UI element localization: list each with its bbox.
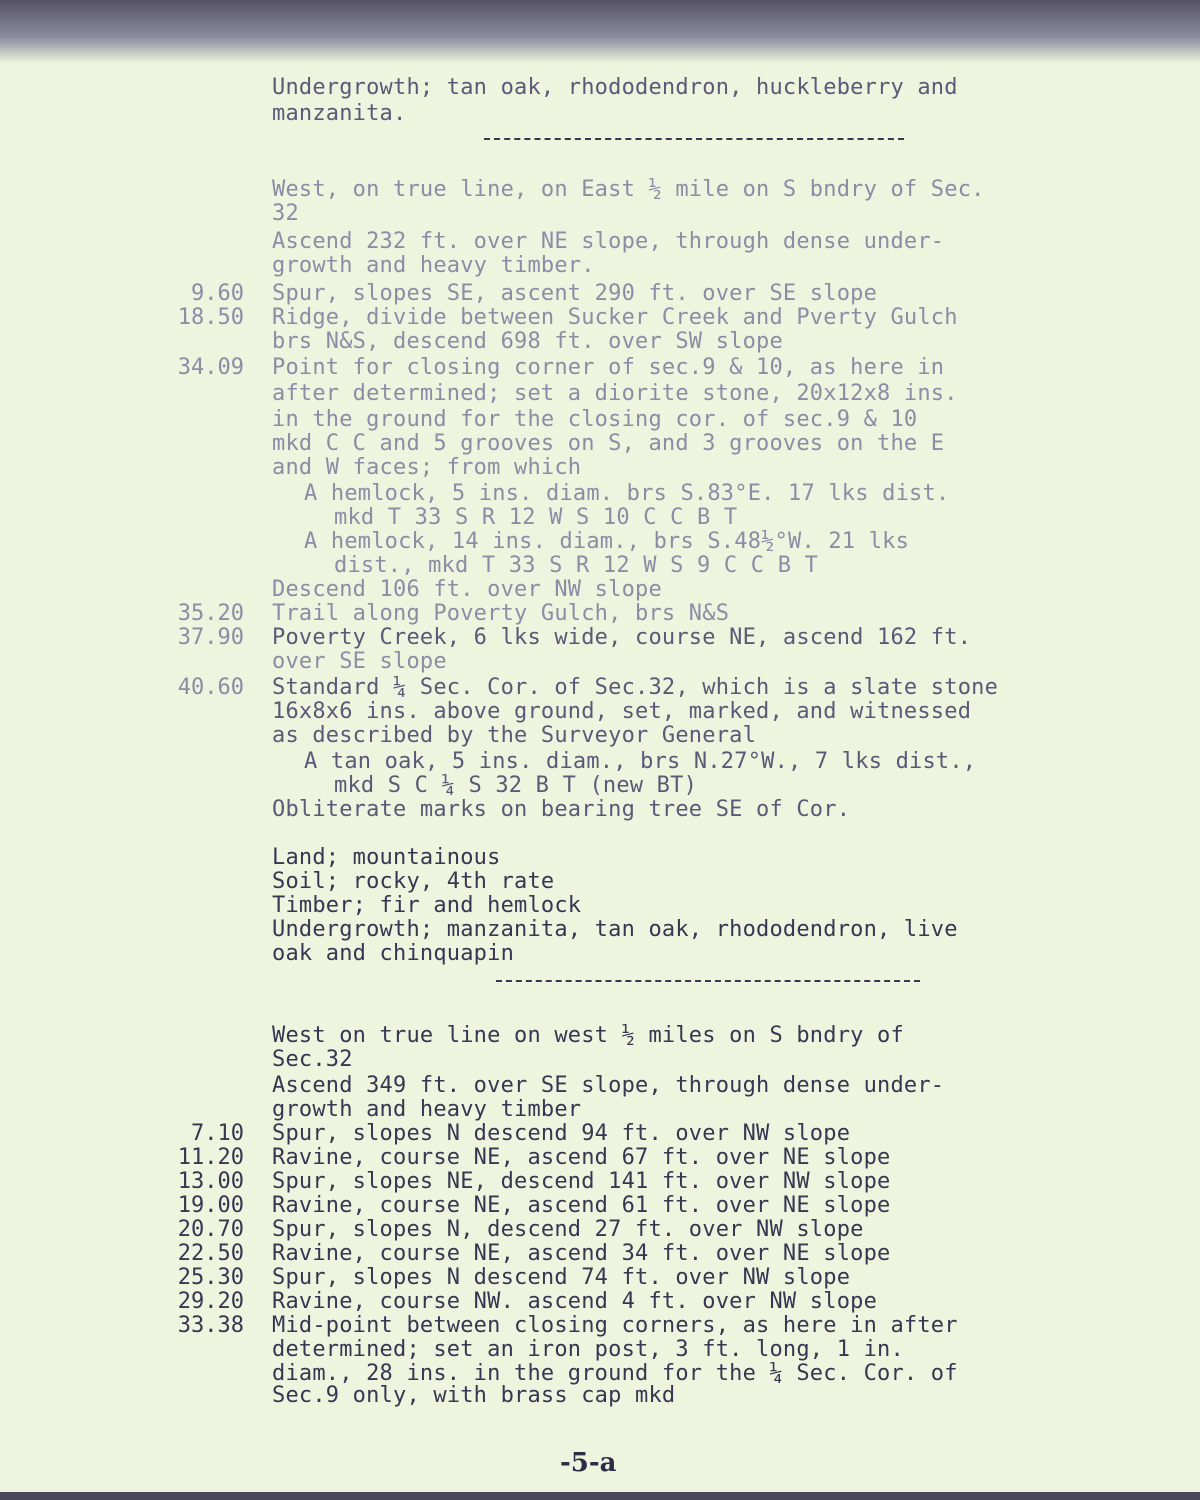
chain-number: 7.10: [191, 1121, 244, 1146]
text-line: 32: [272, 201, 299, 226]
text-line: mkd C C and 5 grooves on S, and 3 grooves on the E: [272, 431, 945, 456]
text-line: mkd S C ¼ S 32 B T (new BT): [334, 773, 698, 798]
text-line: determined; set an iron post, 3 ft. long, 1 in.: [272, 1337, 904, 1362]
chain-number: 35.20: [177, 601, 244, 626]
text-line: Sec.9 only, with brass cap mkd: [272, 1383, 676, 1408]
separator-line: [496, 980, 920, 982]
text-line: West on true line on west ½ miles on S bndry of: [272, 1023, 904, 1048]
text-line: Trail along Poverty Gulch, brs N&S: [272, 601, 730, 626]
text-line: A hemlock, 5 ins. diam. brs S.83°E. 17 lks dist.: [304, 481, 950, 506]
text-line: Ridge, divide between Sucker Creek and Pverty Gulch: [272, 305, 958, 330]
chain-number: 40.60: [177, 675, 244, 700]
text-line: as described by the Surveyor General: [272, 723, 757, 748]
chain-number: 9.60: [191, 281, 244, 306]
text-line: Obliterate marks on bearing tree SE of Cor.: [272, 797, 851, 822]
chain-number: 18.50: [177, 305, 244, 330]
text-line: Poverty Creek, 6 lks wide, course NE, ascend 162 ft.: [272, 625, 972, 650]
text-line: Ascend 349 ft. over SE slope, through dense under-: [272, 1073, 945, 1098]
text-line: brs N&S, descend 698 ft. over SW slope: [272, 329, 783, 354]
text-line: Soil; rocky, 4th rate: [272, 869, 555, 894]
text-line: Timber; fir and hemlock: [272, 893, 582, 918]
text-line: A hemlock, 14 ins. diam., brs S.48½°W. 21 lks: [304, 529, 910, 554]
text-line: dist., mkd T 33 S R 12 W S 9 C C B T: [334, 553, 819, 578]
text-line: Ascend 232 ft. over NE slope, through dense under-: [272, 229, 945, 254]
chain-number: 37.90: [177, 625, 244, 650]
text-line: Spur, slopes SE, ascent 290 ft. over SE slope: [272, 281, 878, 306]
chain-number: 13.00: [177, 1169, 244, 1194]
text-line: mkd T 33 S R 12 W S 10 C C B T: [334, 505, 738, 530]
text-line: Undergrowth; manzanita, tan oak, rhododendron, live: [272, 917, 958, 942]
text-line: over SE slope: [272, 649, 447, 674]
text-line: and W faces; from which: [272, 455, 582, 480]
chain-number: 22.50: [177, 1241, 244, 1266]
text-line: oak and chinquapin: [272, 941, 515, 966]
scan-bottom-edge: [0, 1492, 1200, 1500]
text-line: Point for closing corner of sec.9 & 10, as here in: [272, 355, 945, 380]
text-line: Spur, slopes N descend 94 ft. over NW slope: [272, 1121, 851, 1146]
page-number: -5-a: [560, 1448, 617, 1478]
text-line: Mid-point between closing corners, as here in after: [272, 1313, 958, 1338]
text-line: Ravine, course NE, ascend 67 ft. over NE slope: [272, 1145, 891, 1170]
text-line: growth and heavy timber.: [272, 253, 595, 278]
text-line: Standard ¼ Sec. Cor. of Sec.32, which is a slate stone: [272, 675, 999, 700]
text-line: after determined; set a diorite stone, 20x12x8 ins.: [272, 381, 958, 406]
chain-number: 34.09: [177, 355, 244, 380]
text-line: Ravine, course NW. ascend 4 ft. over NW slope: [272, 1289, 878, 1314]
chain-number: 29.20: [177, 1289, 244, 1314]
text-line: West, on true line, on East ½ mile on S bndry of Sec.: [272, 177, 985, 202]
text-line: in the ground for the closing cor. of sec.9 & 10: [272, 407, 918, 432]
text-line: growth and heavy timber: [272, 1097, 582, 1122]
text-line: Spur, slopes NE, descend 141 ft. over NW slope: [272, 1169, 891, 1194]
text-line: Spur, slopes N, descend 27 ft. over NW slope: [272, 1217, 864, 1242]
text-line: Ravine, course NE, ascend 34 ft. over NE slope: [272, 1241, 891, 1266]
text-line: Sec.32: [272, 1047, 353, 1072]
separator-line: [484, 138, 904, 140]
chain-number: 33.38: [177, 1313, 244, 1338]
text-line: Spur, slopes N descend 74 ft. over NW slope: [272, 1265, 851, 1290]
text-line: Undergrowth; tan oak, rhododendron, huckleberry and: [272, 75, 958, 100]
text-line: A tan oak, 5 ins. diam., brs N.27°W., 7 lks dist.,: [304, 749, 977, 774]
chain-number: 11.20: [177, 1145, 244, 1170]
text-line: manzanita.: [272, 101, 407, 126]
text-line: Descend 106 ft. over NW slope: [272, 577, 662, 602]
chain-number: 25.30: [177, 1265, 244, 1290]
chain-number: 20.70: [177, 1217, 244, 1242]
text-line: Ravine, course NE, ascend 61 ft. over NE slope: [272, 1193, 891, 1218]
text-line: diam., 28 ins. in the ground for the ¼ Sec. Cor. of: [272, 1361, 958, 1386]
chain-number: 19.00: [177, 1193, 244, 1218]
text-line: 16x8x6 ins. above ground, set, marked, and witnessed: [272, 699, 972, 724]
text-line: Land; mountainous: [272, 845, 501, 870]
